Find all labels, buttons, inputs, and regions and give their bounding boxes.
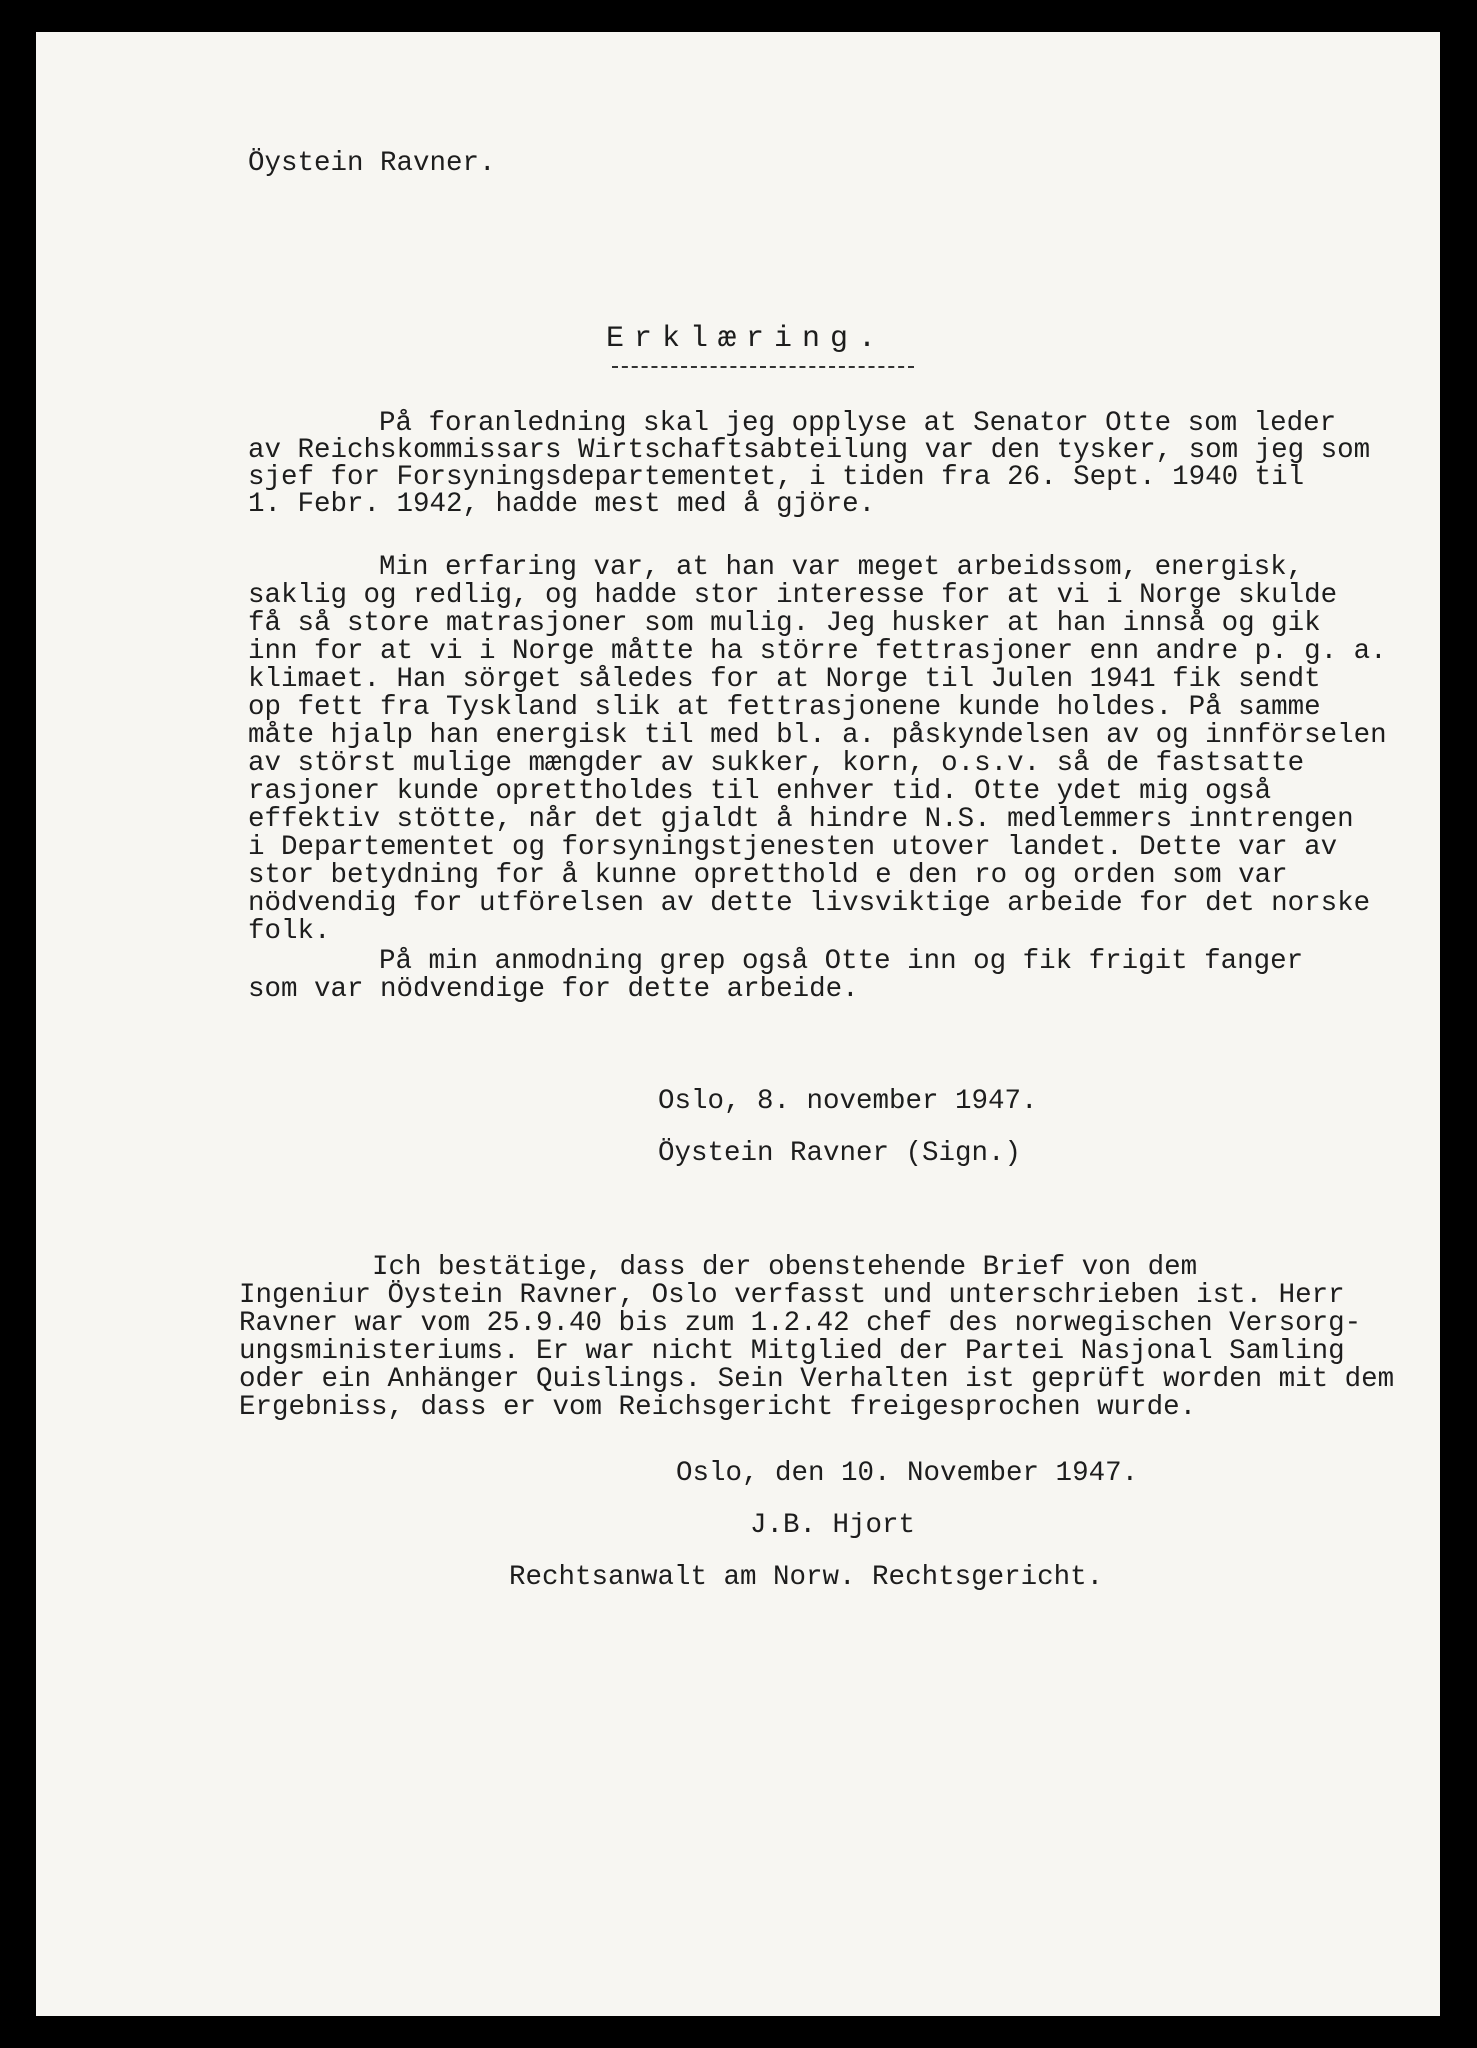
author-line: Öystein Ravner.	[248, 148, 496, 179]
text-line: stor betydning for å kunne opretthold e den ro og orden som var	[248, 860, 1288, 891]
text-line: av Reichskommissars Wirtschaftsabteilung var den tysker, som jeg som	[248, 435, 1371, 466]
heading-underline	[612, 366, 914, 368]
confirmation-date: Oslo, den 10. November 1947.	[676, 1458, 1139, 1489]
text-line: saklig og redlig, og hadde stor interesse for at vi i Norge skulde	[248, 580, 1338, 611]
text-line: Ich bestätige, dass der obenstehende Brief von dem	[372, 1252, 1198, 1283]
document-page	[36, 32, 1440, 2016]
confirmation-signer: J.B. Hjort	[750, 1510, 916, 1541]
text-line: Ergebniss, dass er vom Reichsgericht freigesprochen wurde.	[239, 1392, 1197, 1423]
text-line: effektiv stötte, når det gjaldt å hindre N.S. medlemmers inntrengen	[248, 804, 1354, 835]
text-line: nödvendig for utförelsen av dette livsviktige arbeide for det norske	[248, 888, 1371, 919]
text-line: På min anmodning grep også Otte inn og fik frigit fanger	[379, 946, 1304, 977]
text-line: op fett fra Tyskland slik at fettrasjonene kunde holdes. På samme	[248, 692, 1321, 723]
text-line: inn for at vi i Norge måtte ha större fettrasjoner enn andre p. g. a.	[248, 636, 1387, 667]
text-line: ungsministeriums. Er war nicht Mitglied der Partei Nasjonal Samling	[239, 1336, 1345, 1367]
confirmation-title: Rechtsanwalt am Norw. Rechtsgericht.	[509, 1562, 1104, 1593]
text-line: Ingeniur Öystein Ravner, Oslo verfasst und unterschrieben ist. Herr	[239, 1280, 1345, 1311]
text-line: 1. Febr. 1942, hadde mest med å gjöre.	[248, 489, 876, 520]
text-line: få så store matrasjoner som mulig. Jeg husker at han innså og gik	[248, 608, 1321, 639]
text-line: av störst mulige mængder av sukker, korn, o.s.v. så de fastsatte	[248, 748, 1305, 779]
text-line: folk.	[248, 916, 331, 947]
text-line: klimaet. Han sörget således for at Norge til Julen 1941 fik sendt	[248, 664, 1321, 695]
text-line: oder ein Anhänger Quislings. Sein Verhalten ist geprüft worden mit dem	[239, 1364, 1395, 1395]
document-heading: Erklæring.	[606, 322, 887, 356]
text-line: i Departementet og forsyningstjenesten utover landet. Dette var av	[248, 832, 1338, 863]
text-line: rasjoner kunde oprettholdes til enhver tid. Otte ydet mig også	[248, 776, 1272, 807]
text-line: Min erfaring var, at han var meget arbeidssom, energisk,	[379, 552, 1304, 583]
text-line: måte hjalp han energisk til med bl. a. påskyndelsen av og innförselen	[248, 720, 1387, 751]
text-line: På foranledning skal jeg opplyse at Senator Otte som leder	[379, 408, 1337, 439]
signature: Öystein Ravner (Sign.)	[658, 1138, 1022, 1169]
place-date: Oslo, 8. november 1947.	[658, 1086, 1038, 1117]
text-line: som var nödvendige for dette arbeide.	[248, 974, 859, 1005]
text-line: Ravner war vom 25.9.40 bis zum 1.2.42 chef des norwegischen Versorg-	[239, 1308, 1362, 1339]
text-line: sjef for Forsyningsdepartementet, i tiden fra 26. Sept. 1940 til	[248, 462, 1305, 493]
